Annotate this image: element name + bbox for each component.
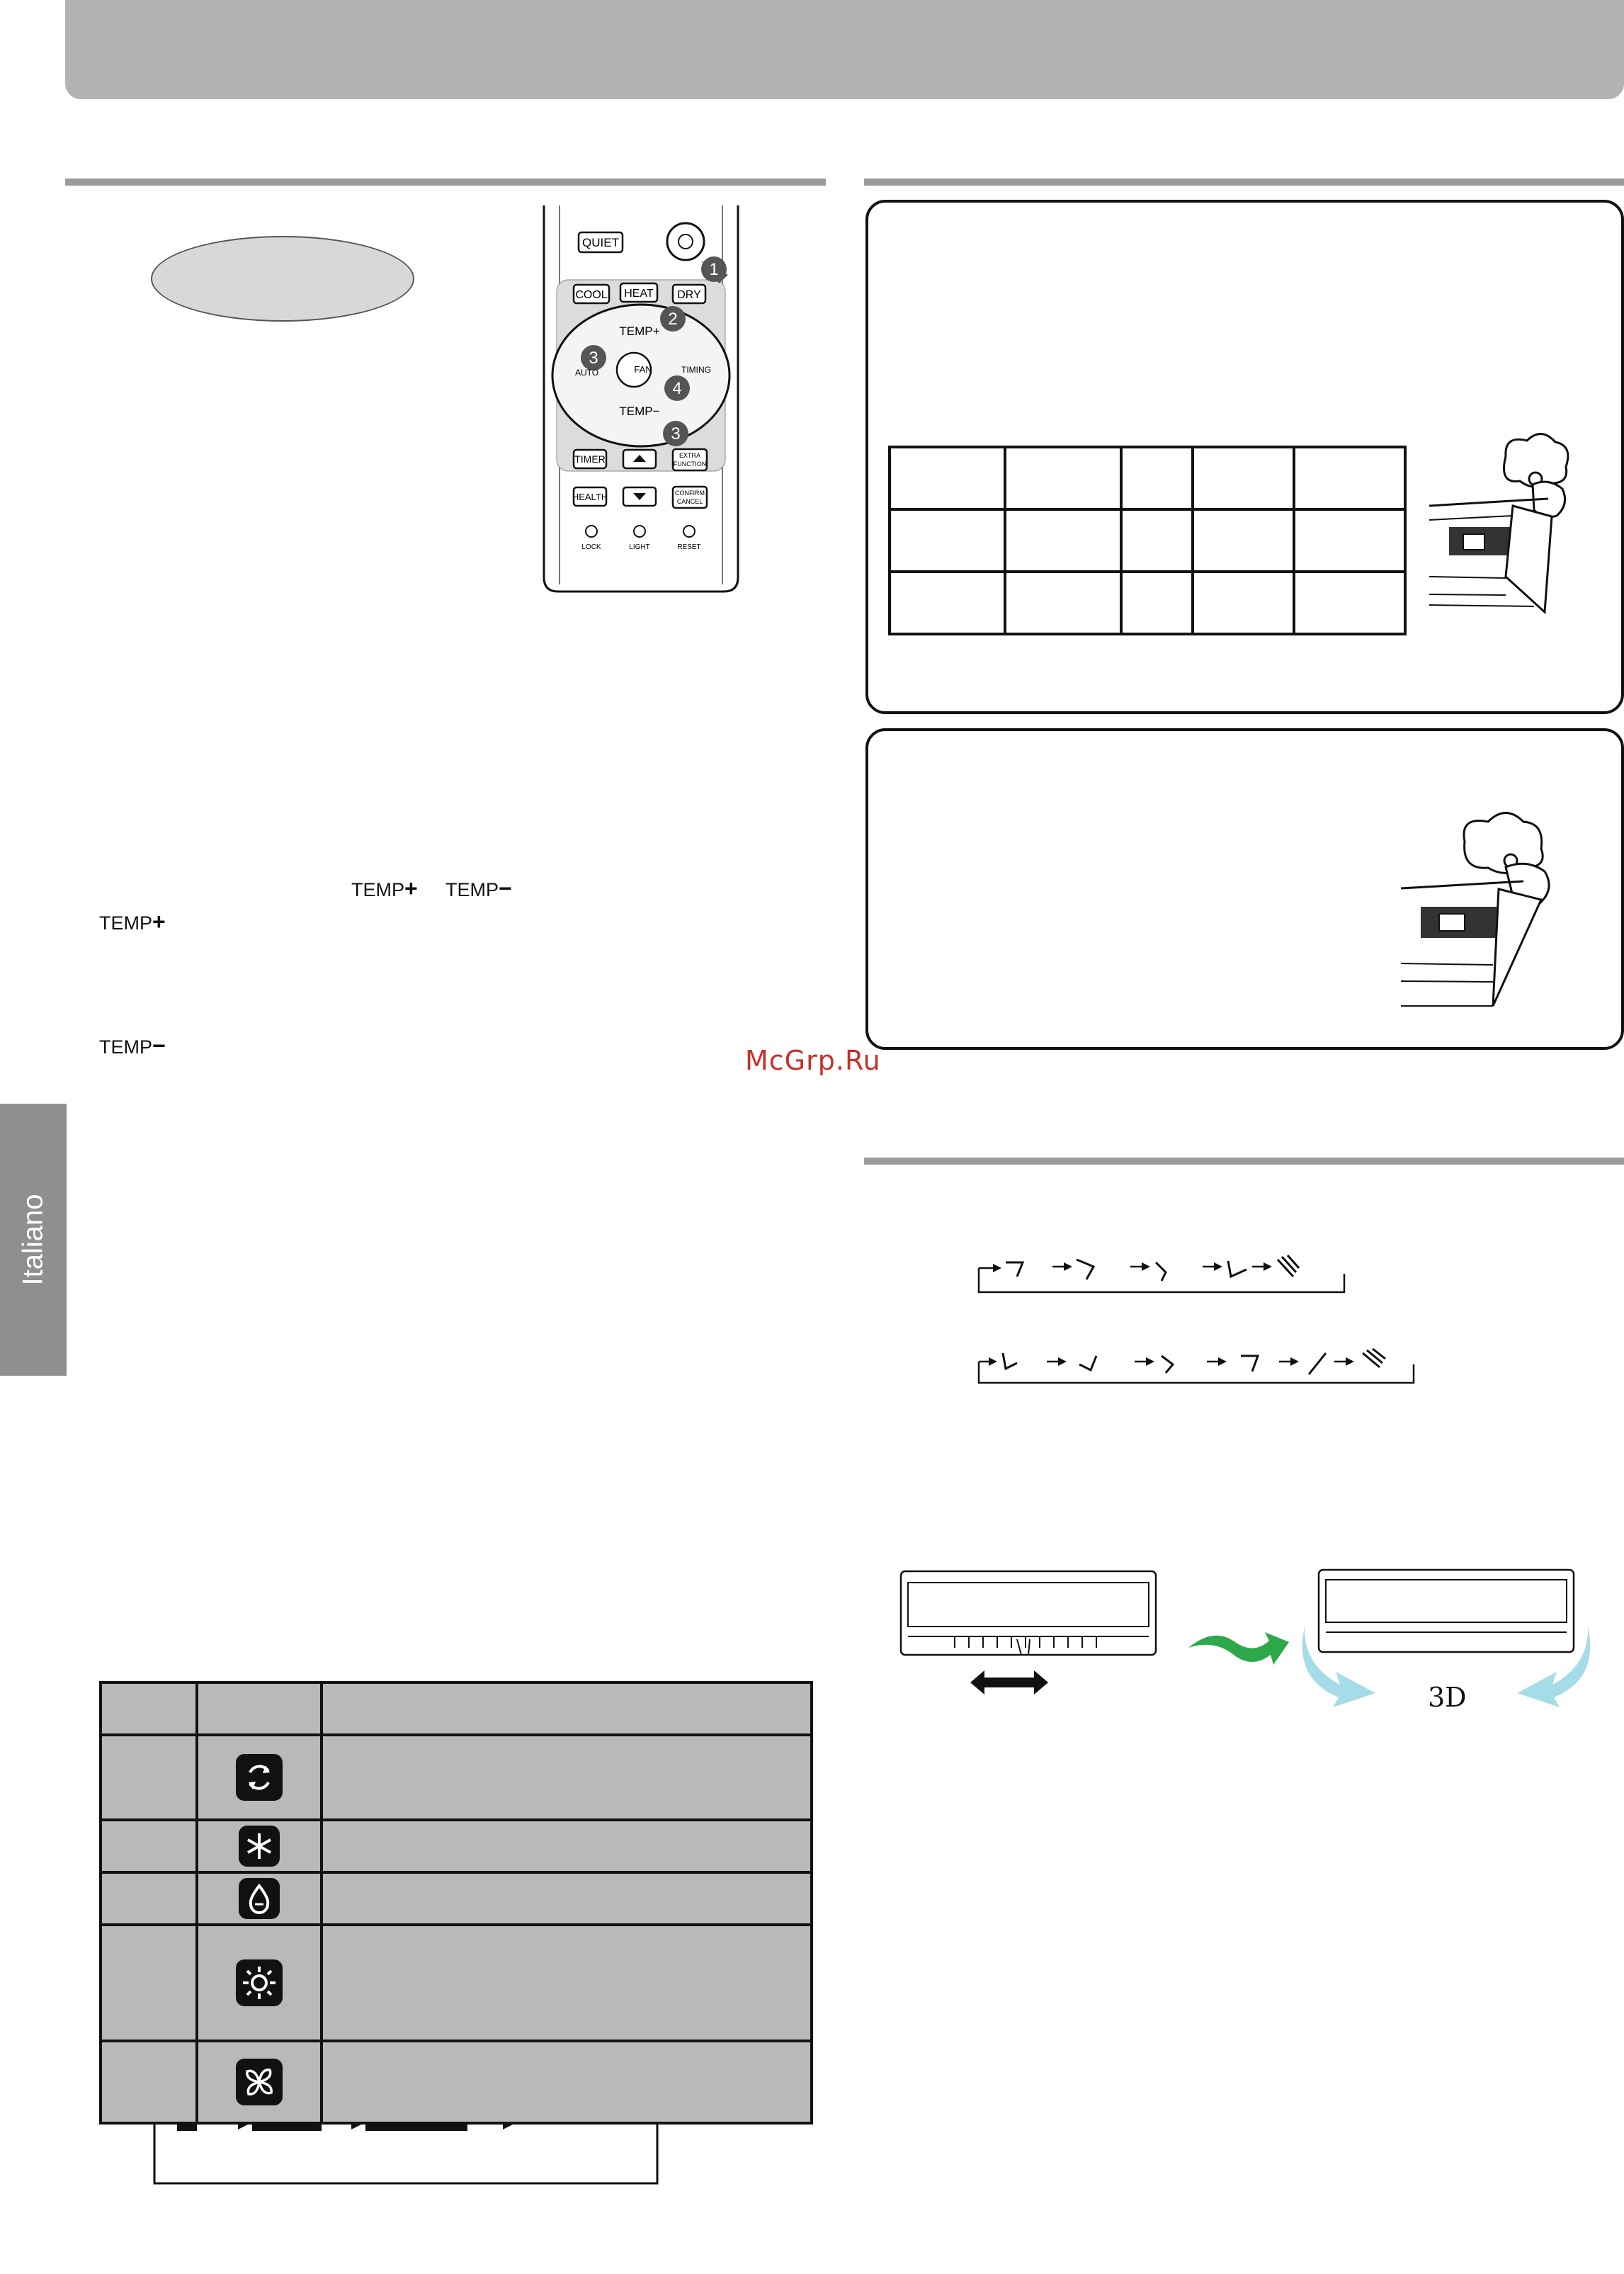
btn-cool: COOL: [575, 289, 608, 301]
mode-cell: [322, 1872, 812, 1925]
swing-sequence-horizontal: [973, 1343, 1426, 1386]
btn-extra-2: FUNCTION: [673, 460, 707, 468]
mode-icon-cell: [197, 1820, 322, 1872]
indoor-unit-2d: [898, 1566, 1167, 1700]
btn-fan: FAN: [634, 364, 652, 375]
grid-row: [890, 572, 1405, 634]
step-3a: 3: [589, 349, 598, 368]
lbl-lock: LOCK: [581, 543, 601, 551]
btn-extra-1: EXTRA: [678, 452, 701, 459]
mode-cell: [322, 1735, 812, 1820]
mode-cell: [101, 1735, 197, 1820]
btn-timing: TIMING: [681, 365, 711, 375]
grid-cell: [1294, 447, 1405, 509]
btn-quiet: QUIET: [582, 236, 619, 249]
indoor-unit-button-illustration-2: [1399, 801, 1577, 1013]
mode-row-auto: [101, 1735, 812, 1820]
mode-icon-cell: [197, 1872, 322, 1925]
mode-row-dry: [101, 1872, 812, 1925]
grid-cell: [1193, 572, 1294, 634]
sun-icon: [236, 1959, 283, 2006]
temp-minus-inline: TEMP−: [445, 876, 512, 901]
grid-row: [890, 447, 1405, 509]
mode-cell: [101, 2041, 197, 2123]
mode-row-fan: [101, 2041, 812, 2123]
btn-health: HEALTH: [572, 492, 608, 502]
step-4: 4: [672, 379, 682, 398]
remote-control-illustration: [538, 205, 744, 595]
language-label: Italiano: [17, 1194, 49, 1286]
btn-temp-plus: TEMP+: [619, 324, 660, 338]
section-rule-left: [65, 179, 826, 186]
header-bar: [65, 0, 1624, 99]
mode-icon-cell: [197, 2041, 322, 2123]
lbl-light: LIGHT: [629, 543, 650, 551]
btn-temp-minus: TEMP−: [619, 405, 660, 418]
mode-table: [99, 1681, 813, 2125]
grid-cell: [1121, 509, 1193, 572]
grid-row: [890, 509, 1405, 572]
mode-cell: [322, 2041, 812, 2123]
mode-table-header: [101, 1682, 812, 1735]
btn-timer: TIMER: [574, 453, 606, 465]
indoor-unit-button-illustration-1: [1428, 421, 1577, 619]
snowflake-icon: [239, 1826, 280, 1867]
title-oval: [151, 236, 414, 322]
step-3b: 3: [671, 424, 681, 443]
grid-cell: [1121, 572, 1193, 634]
grid-cell: [1121, 447, 1193, 509]
grid-cell: [1294, 572, 1405, 634]
grid-cell: [1005, 509, 1121, 572]
grid-cell: [890, 509, 1005, 572]
mode-row-cool: [101, 1820, 812, 1872]
settings-grid: [888, 446, 1407, 635]
grid-cell: [890, 572, 1005, 634]
mode-cell: [322, 1925, 812, 2041]
language-tab: [0, 1104, 67, 1376]
label-3d: 3D: [1428, 1682, 1467, 1713]
grid-cell: [1193, 447, 1294, 509]
mode-icon-cell: [197, 1735, 322, 1820]
swing-sequence-vertical: [973, 1248, 1356, 1298]
step-1: 1: [709, 260, 719, 279]
green-arrow: [1186, 1619, 1292, 1669]
section-rule-right-bottom: [864, 1158, 1624, 1165]
temp-minus-line: TEMP−: [99, 1033, 166, 1058]
watermark: McGrp.Ru: [745, 1045, 881, 1076]
mode-cell: [322, 1820, 812, 1872]
mode-icon-cell: [197, 1925, 322, 2041]
mode-cell: [101, 1682, 197, 1735]
mode-cell: [101, 1872, 197, 1925]
auto-mode-icon: [236, 1754, 283, 1801]
btn-confirm-2: CANCEL: [676, 498, 703, 505]
mode-cell: [322, 1682, 812, 1735]
mode-cell: [197, 1682, 322, 1735]
btn-auto: AUTO: [575, 368, 599, 378]
mode-row-heat: [101, 1925, 812, 2041]
grid-cell: [1294, 509, 1405, 572]
btn-heat: HEAT: [624, 288, 654, 300]
grid-cell: [1193, 509, 1294, 572]
water-drop-icon: [239, 1878, 280, 1919]
lbl-reset: RESET: [677, 543, 701, 551]
grid-cell: [1005, 447, 1121, 509]
grid-cell: [890, 447, 1005, 509]
mode-cell: [101, 1820, 197, 1872]
mode-cell: [101, 1925, 197, 2041]
btn-confirm-1: CONFIRM: [675, 490, 705, 497]
temp-plus-inline: TEMP+: [351, 876, 418, 901]
grid-cell: [1005, 572, 1121, 634]
section-rule-right-top: [864, 179, 1624, 186]
btn-dry: DRY: [677, 289, 701, 301]
fan-icon: [236, 2059, 283, 2105]
temp-plus-line: TEMP+: [99, 909, 166, 934]
step-2: 2: [668, 310, 678, 329]
